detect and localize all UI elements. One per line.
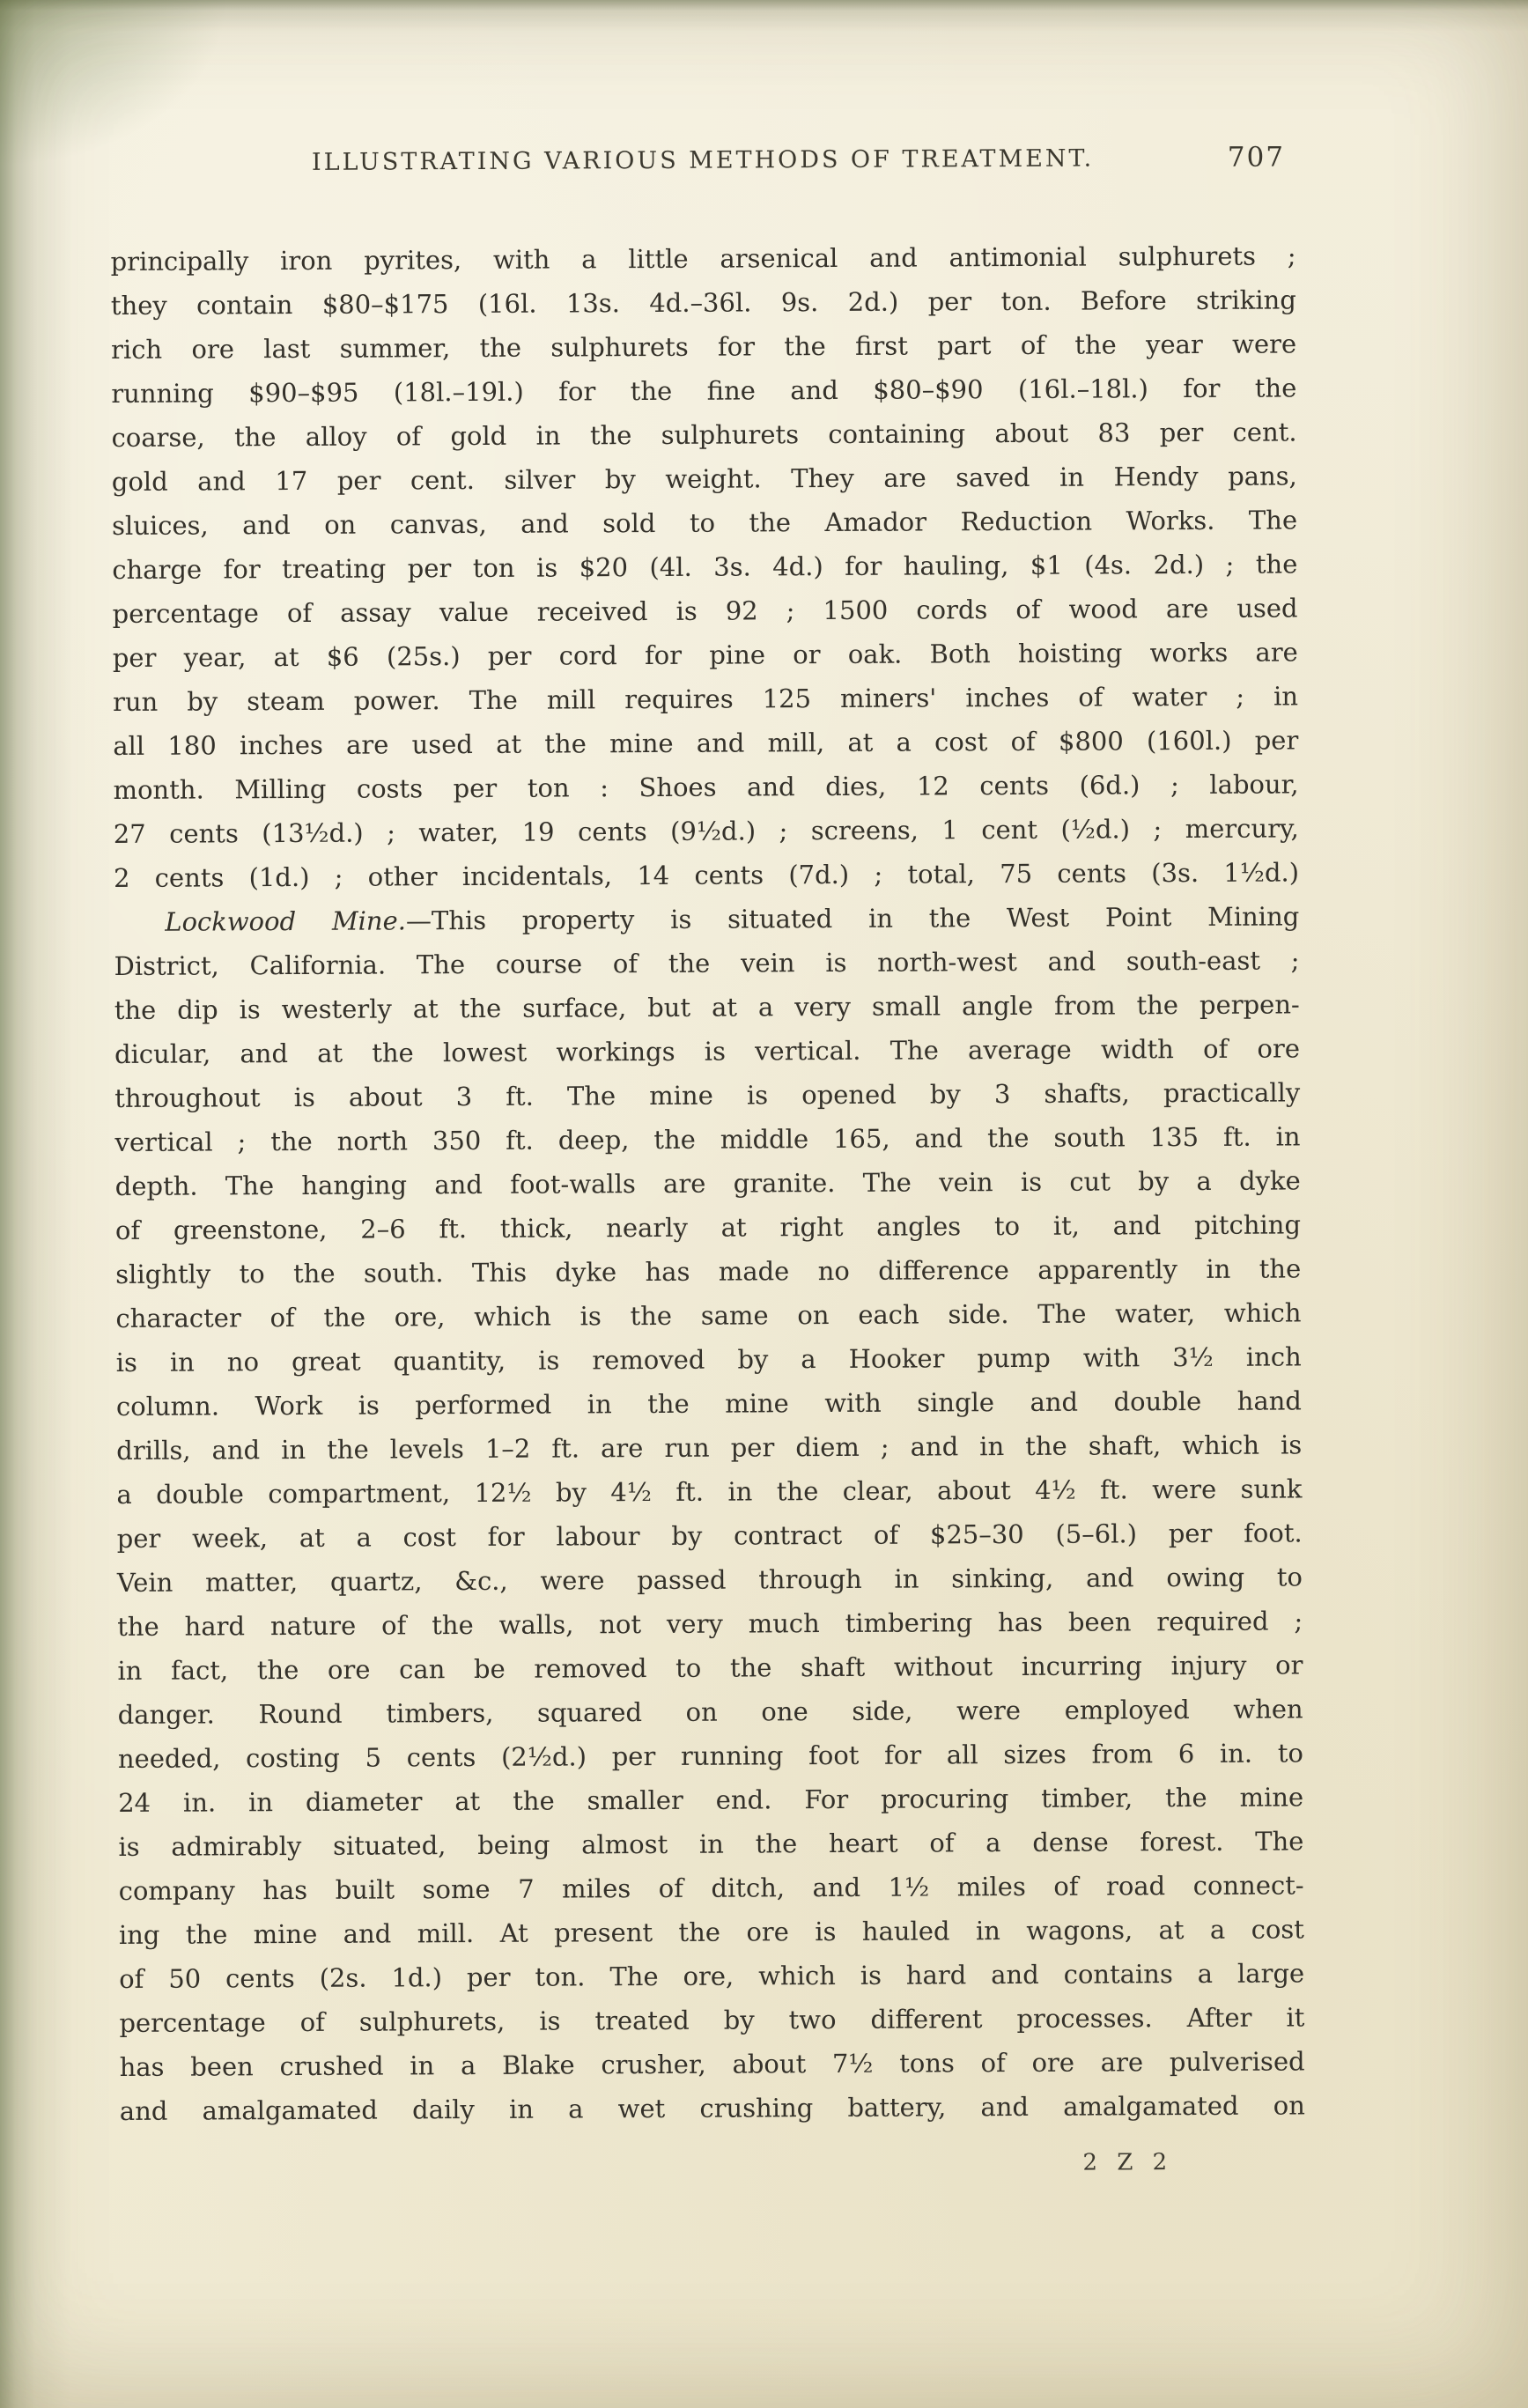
text-line: has been crushed in a Blake crusher, about 7½ tons of ore are pulverised	[119, 2046, 1305, 2082]
page-left-edge-shadow	[0, 0, 70, 2408]
text-line: company has built some 7 miles of ditch, and 1½ miles of road connect-	[118, 1870, 1304, 1906]
text-line: and amalgamated daily in a wet crushing battery, and amalgamated on	[119, 2090, 1305, 2126]
page-content	[110, 141, 1305, 2181]
text-line: coarse, the alloy of gold in the sulphurets containing about 83 per cent.	[111, 417, 1297, 453]
text-run: —This property is situated in the West Point Mining	[405, 901, 1300, 936]
text-line: drills, and in the levels 1–2 ft. are run per diem ; and in the shaft, which is	[116, 1429, 1303, 1466]
text-line: 2 cents (1d.) ; other incidentals, 14 cents (7d.) ; total, 75 cents (3s. 1½d.)	[113, 857, 1300, 893]
text-line: a double compartment, 12½ by 4½ ft. in the clear, about 4½ ft. were sunk	[116, 1474, 1303, 1510]
text-line: danger. Round timbers, squared on one side, were employed when	[117, 1694, 1303, 1730]
text-line: running $90–$95 (18l.–19l.) for the fine and $80–$90 (16l.–18l.) for the	[111, 373, 1297, 409]
text-line: sluices, and on canvas, and sold to the Amador Reduction Works. The	[112, 505, 1298, 541]
text-line: the dip is westerly at the surface, but at a very small angle from the perpen-	[114, 989, 1300, 1025]
text-line: all 180 inches are used at the mine and mill, at a cost of $800 (160l.) per	[113, 725, 1299, 761]
text-line: charge for treating per ton is $20 (4l. 3s. 4d.) for hauling, $1 (4s. 2d.) ; the	[112, 549, 1298, 585]
text-line: percentage of sulphurets, is treated by two different processes. After it	[119, 2002, 1305, 2038]
text-line: principally iron pyrites, with a little arsenical and antimonial sulphurets ;	[110, 240, 1296, 277]
text-line: District, California. The course of the vein is north-west and south-east ;	[114, 945, 1300, 981]
body-text	[110, 233, 1304, 2133]
text-line: the hard nature of the walls, not very much timbering has been required ;	[117, 1606, 1303, 1642]
text-line: throughout is about 3 ft. The mine is opened by 3 shafts, practically	[114, 1077, 1301, 1113]
text-line: run by steam power. The mill requires 125 miners' inches of water ; in	[112, 681, 1299, 717]
page-corner-shadow	[0, 0, 229, 167]
text-line: vertical ; the north 350 ft. deep, the middle 165, and the south 135 ft. in	[114, 1121, 1301, 1157]
text-line: per year, at $6 (25s.) per cord for pine or oak. Both hoisting works are	[112, 637, 1298, 673]
paragraph-lockwood-mine	[114, 894, 1305, 2133]
text-line: needed, costing 5 cents (2½d.) per running foot for all sizes from 6 in. to	[117, 1738, 1303, 1774]
text-line: of 50 cents (2s. 1d.) per ton. The ore, which is hard and contains a large	[119, 1958, 1305, 1994]
text-line: gold and 17 per cent. silver by weight. They are saved in Hendy pans,	[111, 461, 1297, 497]
text-line: 27 cents (13½d.) ; water, 19 cents (9½d.) ; screens, 1 cent (½d.) ; mercury,	[113, 813, 1299, 849]
page-number: 707	[1227, 141, 1286, 174]
text-line: column. Work is performed in the mine with single and double hand	[115, 1385, 1303, 1422]
text-line: they contain $80–$175 (16l. 13s. 4d.–36l. 9s. 2d.) per ton. Before striking	[110, 284, 1296, 321]
page-top-edge-shadow	[0, 0, 1528, 32]
paragraph-continuation	[110, 233, 1299, 900]
running-header-title: ILLUSTRATING VARIOUS METHODS OF TREATMENT.	[311, 144, 1095, 176]
text-line: depth. The hanging and foot-walls are granite. The vein is cut by a dyke	[114, 1165, 1301, 1201]
text-line: dicular, and at the lowest workings is vertical. The average width of ore	[114, 1033, 1301, 1069]
text-line: month. Milling costs per ton : Shoes and dies, 12 cents (6d.) ; labour,	[113, 769, 1299, 805]
text-line: 24 in. in diameter at the smaller end. For procuring timber, the mine	[118, 1782, 1304, 1818]
text-line: rich ore last summer, the sulphurets for the first part of the year were	[111, 329, 1297, 365]
text-line: character of the ore, which is the same on each side. The water, which	[115, 1297, 1302, 1333]
text-line: Vein matter, quartz, &c., were passed through in sinking, and owing to	[116, 1562, 1303, 1598]
text-line: percentage of assay value received is 92 ; 1500 cords of wood are used	[112, 593, 1298, 629]
text-line: of greenstone, 2–6 ft. thick, nearly at right angles to it, and pitching	[114, 1209, 1302, 1245]
text-line: is in no great quantity, is removed by a Hooker pump with 3½ inch	[115, 1341, 1302, 1378]
text-line: per week, at a cost for labour by contract of $25–30 (5–6l.) per foot.	[116, 1518, 1303, 1554]
mine-name-italic: Lockwood Mine.	[165, 905, 407, 937]
paragraph-lockwood-lines	[114, 938, 1305, 2133]
text-line: ing the mine and mill. At present the ore is hauled in wagons, at a cost	[118, 1914, 1304, 1950]
text-line-first	[114, 894, 1299, 944]
running-header	[110, 141, 1295, 187]
text-line: is admirably situated, being almost in the heart of a dense forest. The	[118, 1826, 1304, 1862]
text-line: slightly to the south. This dyke has made no difference apparently in the	[115, 1253, 1302, 1289]
text-line: in fact, the ore can be removed to the shaft without incurring injury or	[117, 1650, 1303, 1686]
signature-mark: 2 Z 2	[1082, 2149, 1174, 2176]
